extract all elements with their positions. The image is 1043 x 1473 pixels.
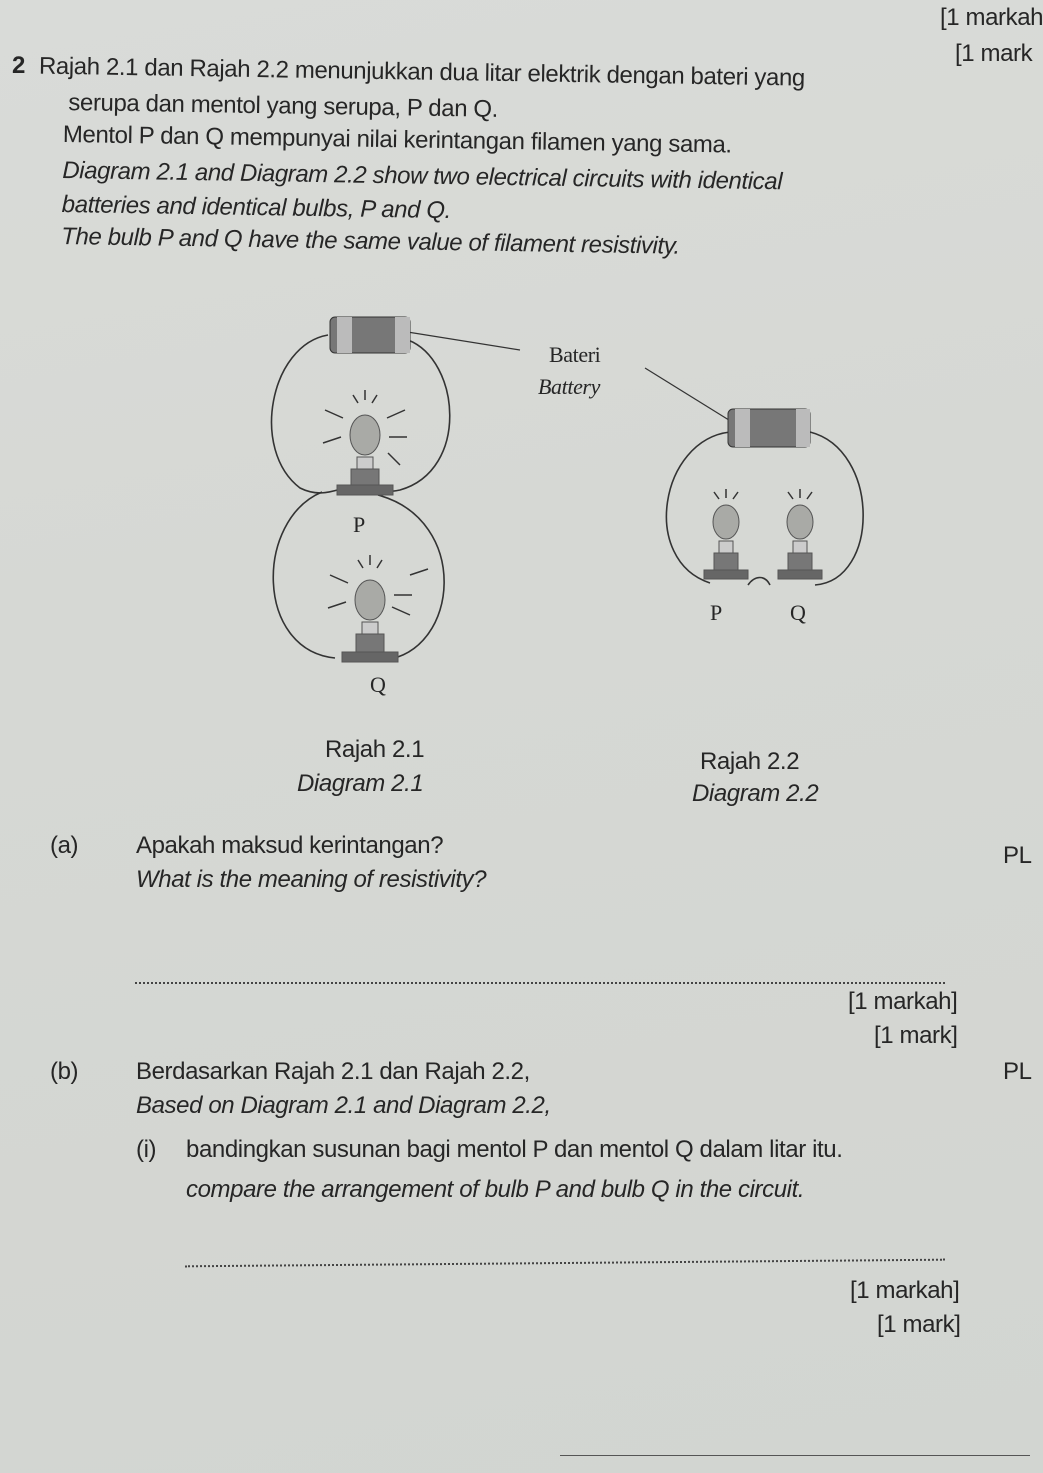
- marks-malay: [1 markah]: [850, 1277, 960, 1304]
- marks-english: [1 mark]: [874, 1022, 958, 1049]
- bulb-icon: [323, 390, 407, 495]
- pl-label: PL: [1003, 842, 1032, 869]
- part-a-label: (a): [50, 832, 79, 859]
- bulb-icon: [328, 555, 428, 662]
- bulb-icon: [778, 489, 822, 579]
- bulb-icon: [704, 489, 748, 579]
- wire: [748, 578, 770, 586]
- question-line: Diagram 2.1 and Diagram 2.2 show two electrical circuits with identical: [62, 157, 783, 196]
- circuit-diagrams: [0, 0, 1033, 720]
- question-line: Rajah 2.1 dan Rajah 2.2 menunjukkan dua litar elektrik dengan bateri yang: [38, 52, 806, 92]
- battery-label-english: Battery: [538, 374, 600, 399]
- bulb-label-q: Q: [790, 600, 806, 625]
- question-number: 2: [12, 52, 25, 79]
- bulb-label-p: P: [353, 512, 365, 537]
- bulb-label-p: P: [710, 600, 722, 625]
- wire: [810, 432, 863, 585]
- part-a-question-malay: Apakah maksud kerintangan?: [136, 832, 444, 859]
- part-b-i-malay: bandingkan susunan bagi mentol P dan mentol Q dalam litar itu.: [186, 1136, 843, 1163]
- battery-icon: [728, 409, 810, 447]
- part-b-label: (b): [50, 1058, 79, 1085]
- wire: [378, 495, 444, 660]
- part-b-english: Based on Diagram 2.1 and Diagram 2.2,: [136, 1092, 551, 1119]
- answer-line-b-i[interactable]: [185, 1259, 945, 1268]
- answer-line-a[interactable]: [135, 982, 945, 984]
- caption-english: Diagram 2.2: [692, 780, 819, 807]
- marks-english-top: [1 mark: [955, 40, 1033, 67]
- part-b-malay: Berdasarkan Rajah 2.1 dan Rajah 2.2,: [136, 1058, 530, 1085]
- answer-line-next[interactable]: [560, 1455, 1030, 1456]
- question-line: batteries and identical bulbs, P and Q.: [61, 190, 452, 225]
- marks-malay-top: [1 markah: [940, 4, 1043, 31]
- part-a-question-english: What is the meaning of resistivity?: [136, 866, 487, 893]
- part-b-i-english: compare the arrangement of bulb P and bulb Q in the circuit.: [186, 1176, 805, 1203]
- question-line: The bulb P and Q have the same value of filament resistivity.: [61, 222, 681, 260]
- bulb-label-q: Q: [370, 672, 386, 697]
- battery-label-malay: Bateri: [549, 342, 601, 367]
- wire: [373, 340, 450, 492]
- question-line: Mentol P dan Q mempunyai nilai kerintangan filamen yang sama.: [62, 121, 732, 159]
- caption-english: Diagram 2.1: [297, 770, 424, 797]
- marks-malay: [1 markah]: [848, 988, 958, 1015]
- wire: [273, 492, 335, 658]
- battery-icon: [330, 317, 410, 353]
- pl-label: PL: [1003, 1058, 1032, 1085]
- caption-malay: Rajah 2.2: [700, 748, 800, 775]
- part-b-i-label: (i): [136, 1136, 157, 1163]
- question-line: serupa dan mentol yang serupa, P dan Q.: [68, 89, 499, 123]
- marks-english: [1 mark]: [877, 1311, 961, 1338]
- caption-malay: Rajah 2.1: [325, 736, 425, 763]
